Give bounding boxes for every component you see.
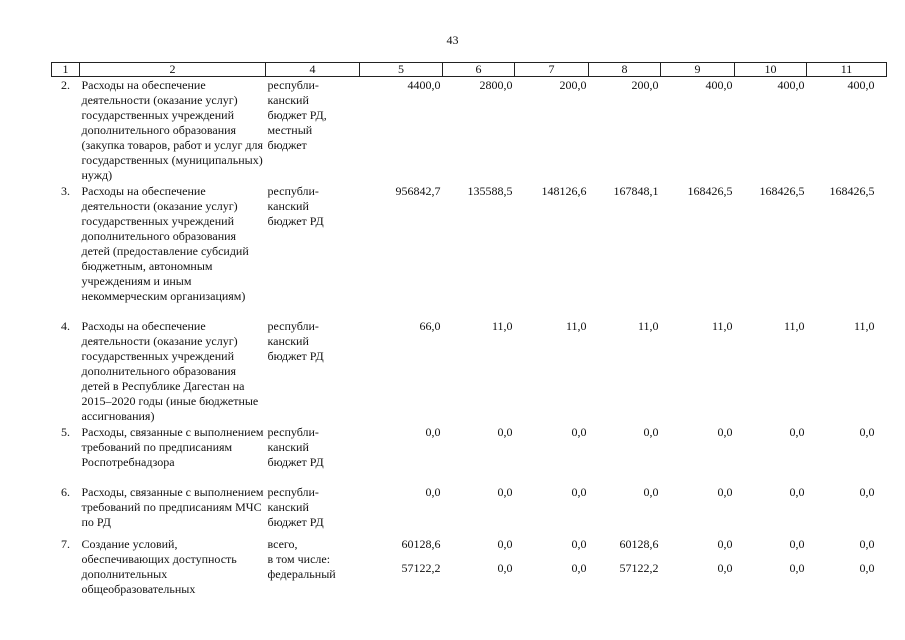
row-index: 6. (61, 485, 70, 499)
value-col-7: 0,0 (571, 485, 587, 499)
header-col-1: 1 (52, 63, 80, 77)
value-col-10: 400,0 (777, 78, 805, 92)
header-col-10: 10 (735, 63, 807, 77)
value-col-9: 400,0 (705, 78, 733, 92)
header-col-5: 5 (360, 63, 443, 77)
funding-source: республи- канский бюджет РД (267, 319, 324, 363)
value-col-5: 60128,6 57122,2 (401, 537, 441, 575)
row-index: 5. (61, 425, 70, 439)
value-col-5: 0,0 (425, 485, 441, 499)
value-col-11: 0,0 (859, 485, 875, 499)
value-col-6: 135588,5 (467, 184, 513, 198)
header-col-11: 11 (807, 63, 887, 77)
value-col-9: 168426,5 (687, 184, 733, 198)
value-col-5: 4400,0 (407, 78, 441, 92)
header-col-6: 6 (443, 63, 515, 77)
row-name: Расходы на обеспечение деятельности (оказание услуг) государственных учреждений дополнительного образования (закупка товаров, работ и услуг для государственных (муниципальных) нужд) (81, 78, 263, 182)
header-col-2: 2 (80, 63, 266, 77)
value-col-5: 956842,7 (395, 184, 441, 198)
value-col-8: 200,0 (631, 78, 659, 92)
header-col-9: 9 (661, 63, 735, 77)
row-name: Создание условий, обеспечивающих доступность дополнительных общеобразовательных (81, 537, 237, 596)
header-col-8: 8 (589, 63, 661, 77)
row-index: 7. (61, 537, 70, 551)
value-col-6: 0,0 0,0 (497, 537, 513, 575)
row-index: 3. (61, 184, 70, 198)
header-col-4: 4 (266, 63, 360, 77)
value-col-9: 11,0 (711, 319, 733, 333)
value-col-11: 0,0 0,0 (859, 537, 875, 575)
value-col-10: 11,0 (783, 319, 805, 333)
value-col-9: 0,0 (717, 425, 733, 439)
value-col-7: 200,0 (559, 78, 587, 92)
value-col-6: 0,0 (497, 485, 513, 499)
value-col-11: 168426,5 (829, 184, 875, 198)
value-col-11: 400,0 (847, 78, 875, 92)
funding-source: республи- канский бюджет РД, местный бюджет (267, 78, 327, 152)
value-col-8: 0,0 (643, 425, 659, 439)
value-col-10: 0,0 (789, 425, 805, 439)
value-col-6: 2800,0 (479, 78, 513, 92)
row-index: 4. (61, 319, 70, 333)
value-col-10: 0,0 (789, 485, 805, 499)
funding-source: республи- канский бюджет РД (267, 184, 324, 228)
value-col-8: 0,0 (643, 485, 659, 499)
table-row (52, 424, 887, 484)
row-index: 2. (61, 78, 70, 92)
value-col-7: 148126,6 (541, 184, 587, 198)
value-col-9: 0,0 (717, 485, 733, 499)
funding-source: республи- канский бюджет РД (267, 425, 324, 469)
value-col-8: 167848,1 (613, 184, 659, 198)
value-col-7: 0,0 (571, 425, 587, 439)
value-col-7: 11,0 (565, 319, 587, 333)
value-col-8: 11,0 (637, 319, 659, 333)
page-number: 43 (446, 33, 459, 47)
row-name: Расходы, связанные с выполнением требований по предписаниям МЧС по РД (81, 485, 264, 529)
table-row (52, 77, 887, 184)
table-row (52, 318, 887, 424)
value-col-10: 168426,5 (759, 184, 805, 198)
value-col-11: 0,0 (859, 425, 875, 439)
funding-source: всего, в том числе: федеральный (267, 537, 336, 581)
value-col-10: 0,0 0,0 (789, 537, 805, 575)
value-col-6: 0,0 (497, 425, 513, 439)
table-row (52, 484, 887, 536)
header-col-7: 7 (515, 63, 589, 77)
column-number-header (52, 63, 887, 77)
table-row (52, 536, 887, 597)
value-col-8: 60128,6 57122,2 (619, 537, 659, 575)
row-name: Расходы на обеспечение деятельности (оказание услуг) государственных учреждений дополнительного образования детей (предоставление субсидий бюджетным, автономным учреждениям и иным некоммерческим организациям) (81, 184, 249, 303)
value-col-5: 0,0 (425, 425, 441, 439)
row-name: Расходы на обеспечение деятельности (оказание услуг) государственных учреждений дополнительного образования детей в Республике Дагестан на 2015–2020 годы (иные бюджетные ассигнования) (81, 319, 259, 423)
value-col-9: 0,0 0,0 (717, 537, 733, 575)
budget-table (51, 62, 887, 597)
value-col-5: 66,0 (419, 319, 441, 333)
row-name: Расходы, связанные с выполнением требований по предписаниям Роспотребнадзора (81, 425, 264, 469)
value-col-11: 11,0 (853, 319, 875, 333)
table-row (52, 183, 887, 318)
funding-source: республи- канский бюджет РД (267, 485, 324, 529)
value-col-6: 11,0 (491, 319, 513, 333)
value-col-7: 0,0 0,0 (571, 537, 587, 575)
